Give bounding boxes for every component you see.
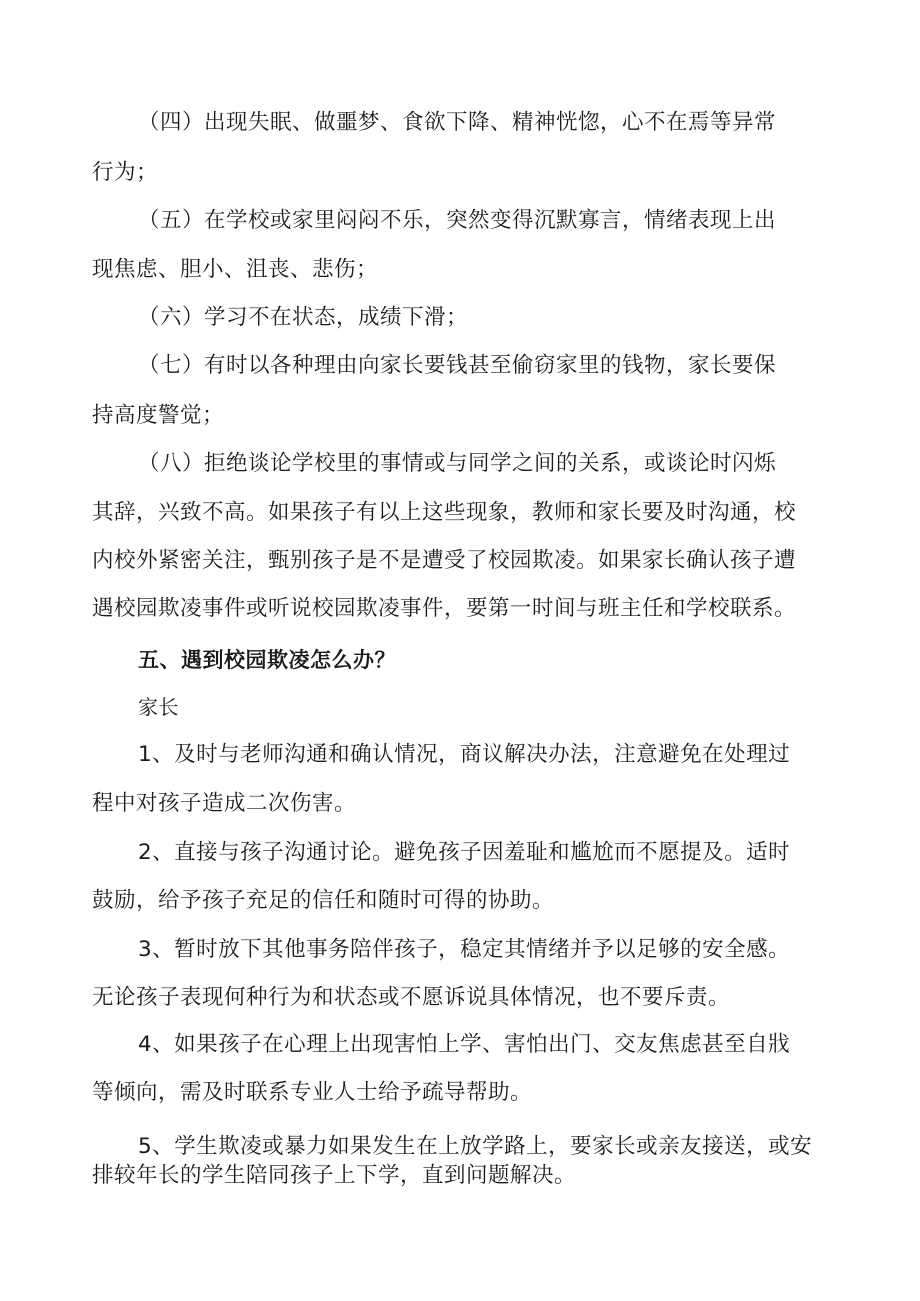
item-3-line-1: 3、暂时放下其他事务陪伴孩子，稳定其情绪并予以足够的安全感。 [138,937,791,962]
paragraph-8-line-1: （八）拒绝谈论学校里的事情或与同学之间的关系，或谈论时闪烁 [138,451,777,476]
item-1-line-1: 1、及时与老师沟通和确认情况，商议解决办法，注意避免在处理过 [138,742,791,767]
paragraph-5-line-1: （五）在学校或家里闷闷不乐，突然变得沉默寡言，情绪表现上出 [138,208,777,233]
paragraph-6-line-1: （六）学习不在状态，成绩下滑； [138,305,469,330]
item-2-line-1: 2、直接与孩子沟通讨论。避免孩子因羞耻和尴尬而不愿提及。适时 [138,840,791,865]
item-1-line-2: 程中对孩子造成二次伤害。 [92,791,357,816]
paragraph-7-line-1: （七）有时以各种理由向家长要钱甚至偷窃家里的钱物，家长要保 [138,353,777,378]
item-3-line-2: 无论孩子表现何种行为和状态或不愿诉说具体情况，也不要斥责。 [92,985,731,1010]
item-5-line-1: 5、学生欺凌或暴力如果发生在上放学路上，要家长或亲友接送，或安 [138,1134,813,1159]
section-heading: 五、遇到校园欺凌怎么办？ [138,648,396,672]
paragraph-7-line-2: 持高度警觉； [92,403,225,428]
item-4-line-1: 4、如果孩子在心理上出现害怕上学、害怕出门、交友焦虑甚至自戕 [138,1032,791,1057]
paragraph-8-line-3: 内校外紧密关注，甄别孩子是不是遭受了校园欺凌。如果家长确认孩子遭 [92,548,797,573]
paragraph-8-line-2: 其辞，兴致不高。如果孩子有以上这些现象，教师和家长要及时沟通，校 [92,500,797,525]
item-2-line-2: 鼓励，给予孩子充足的信任和随时可得的协助。 [92,888,555,913]
paragraph-4-line-2: 行为； [92,160,159,185]
paragraph-4-line-1: （四）出现失眠、做噩梦、食欲下降、精神恍惚，心不在焉等异常 [138,110,777,135]
item-4-line-2: 等倾向，需及时联系专业人士给予疏导帮助。 [92,1080,533,1105]
paragraph-5-line-2: 现焦虑、胆小、沮丧、悲伤； [92,257,379,282]
paragraph-8-line-4: 遇校园欺凌事件或听说校园欺凌事件，要第一时间与班主任和学校联系。 [92,596,797,621]
item-5-line-2: 排较年长的学生陪同孩子上下学，直到问题解决。 [92,1163,577,1188]
subheading-parents: 家长 [138,695,179,719]
